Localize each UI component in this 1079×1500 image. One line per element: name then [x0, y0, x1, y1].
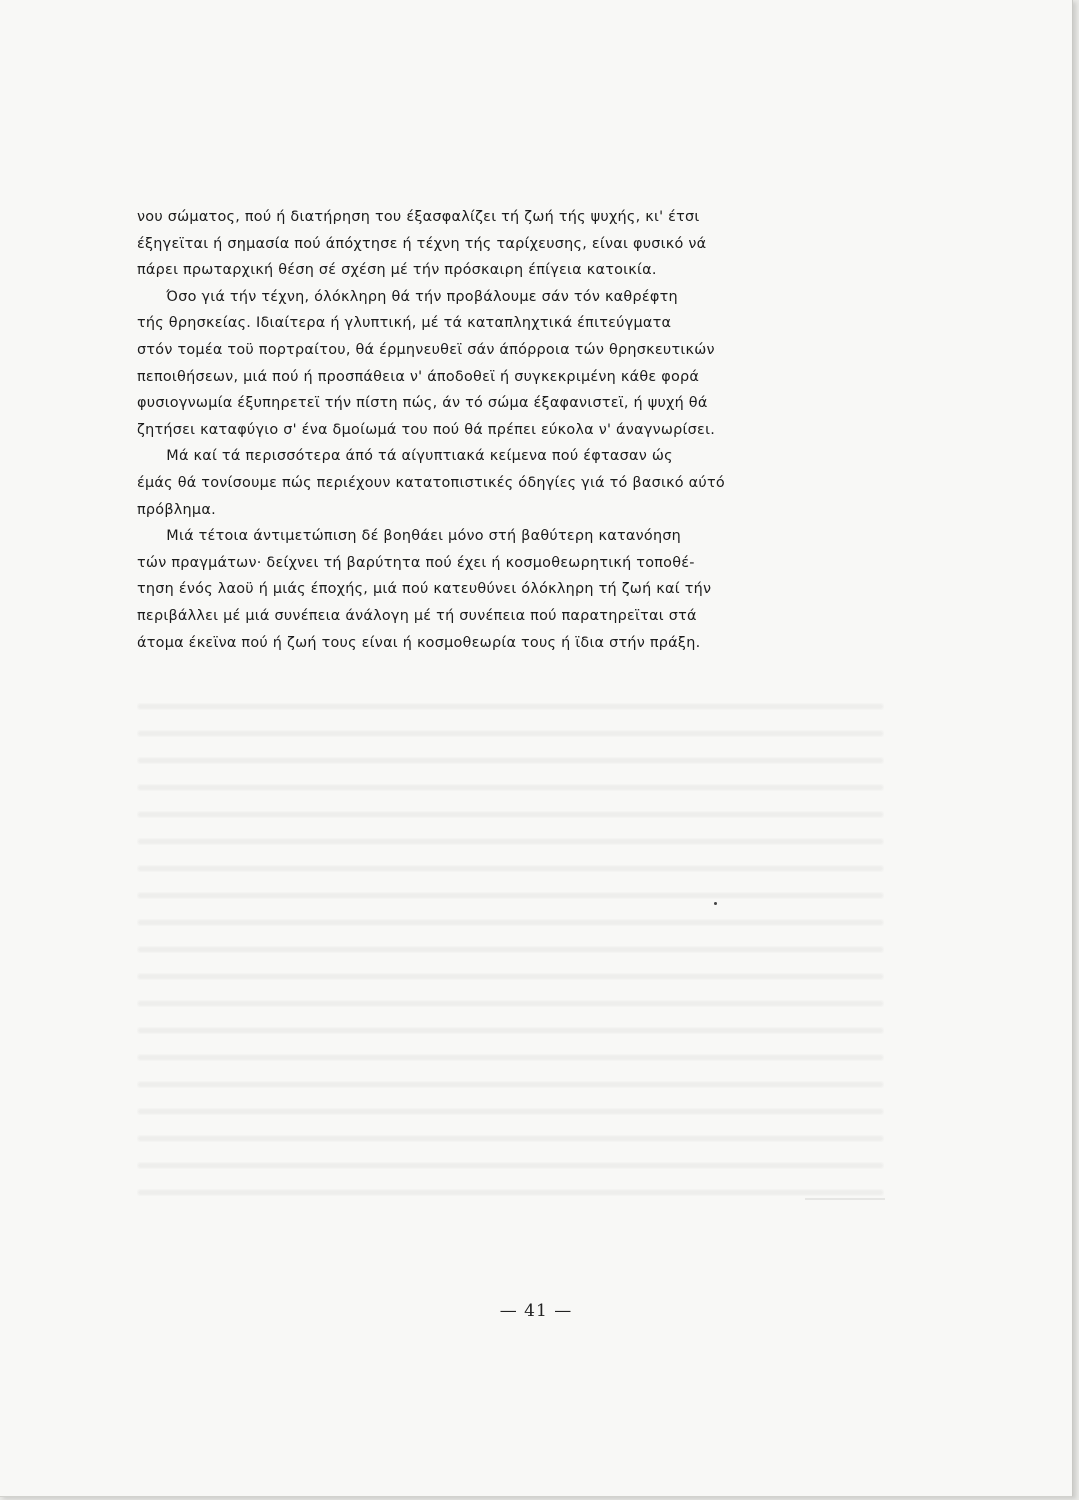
show-through-rule	[805, 1198, 885, 1200]
show-through-text	[138, 690, 883, 1210]
paragraph-4: Μιά τέτοια άντιμετώπιση δέ βοηθάει μόνο στή βαθύτερη κατανόηση τών πραγμάτων· δείχνει τή βαρύτητα πού έχει ή κοσμοθεωρητική τοποθέ- τηση ένός λαοϋ ή μιάς έποχής, μιά πού κατευθύνει όλόκληρη τή ζωή καί τήν περιβάλλει μέ μιά συνέπεια άνάλογη μέ τή συνέπεια πού παρατηρεϊται στά άτομα έκεϊνα πού ή ζωή τους είναι ή κοσμοθεωρία τους ή ϊδια στήν πράξη.	[137, 528, 712, 651]
paragraph-2: Όσο γιά τήν τέχνη, όλόκληρη θά τήν προβάλουμε σάν τόν καθρέφτη τής θρησκείας. Ιδιαίτερα ή γλυπτική, μέ τά καταπληχτικά έπιτεύγματα στόν τομέα τοϋ πορτραίτου, θά έρμηνευθεϊ σάν άπόρροια τών θρησκευτικών πεποιθήσεων, μιά πού ή προσπάθεια ν' άποδοθεϊ ή συγκεκριμένη κάθε φορά φυσιογνωμία έξυπηρετεϊ τήν πίστη πώς, άν τό σώμα έξαφανιστεϊ, ή ψυχή θά ζητήσει καταφύγιο σ' ένα δμοίωμά του πού θά πρέπει εύκολα ν' άναγνωρίσει.	[137, 288, 716, 438]
page-number: — 41 —	[499, 1301, 573, 1321]
ink-speck	[714, 902, 717, 905]
paragraph-3: Μά καί τά περισσότερα άπό τά αίγυπτιακά κείμενα πού έφτασαν ώς έμάς θά τονίσουμε πώς περιέχουν κατατοπιστικές όδηγίες γιά τό βασικό αύτό πρόβλημα.	[137, 448, 725, 518]
body-text	[137, 204, 877, 656]
paragraph-1: νου σώματος, πού ή διατήρηση του έξασφαλίζει τή ζωή τής ψυχής, κι' έτσι έξηγεϊται ή σημασία πού άπόχτησε ή τέχνη τής ταρίχευσης, είναι φυσικό νά πάρει πρωταρχική θέση σέ σχέση μέ τήν πρόσκαιρη έπίγεια κατοικία.	[137, 209, 707, 279]
